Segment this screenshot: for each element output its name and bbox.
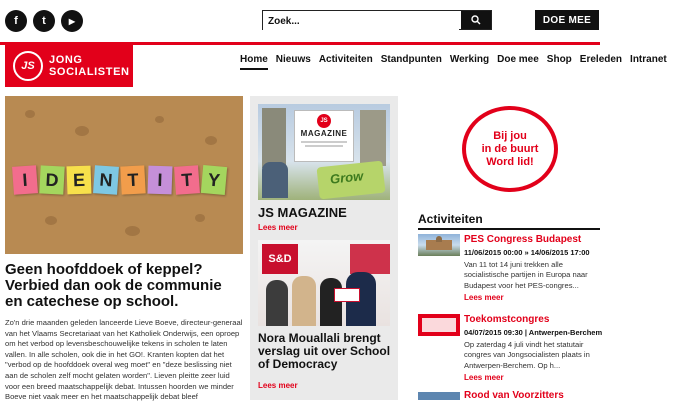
site-logo[interactable] [5, 45, 133, 87]
magazine-read-more-link[interactable]: Lees meer [258, 223, 298, 232]
article2-title[interactable]: Nora Mouallali brengt verslag uit over School of Democracy [258, 331, 391, 371]
grow-sign: Grow [329, 168, 364, 187]
magazine-cover-title: MAGAZINE [300, 129, 348, 138]
activity-title[interactable]: Toekomstcongres [464, 314, 550, 325]
activity-title[interactable]: PES Congress Budapest [464, 234, 582, 245]
activity-thumbnail[interactable] [418, 392, 460, 400]
logo-wordmark: JONG SOCIALISTEN [49, 54, 130, 78]
activity-item [418, 234, 600, 304]
search-icon [471, 15, 481, 25]
search-box [262, 10, 492, 30]
nav-item-ereleden[interactable]: Ereleden [579, 54, 623, 65]
sd-logo: S&D [262, 244, 298, 274]
search-button[interactable] [461, 11, 491, 29]
nav-item-activiteiten[interactable]: Activiteiten [318, 54, 373, 65]
article2-image[interactable] [258, 240, 390, 326]
activity-date: 04/07/2015 09:30 | Antwerpen-Berchem [464, 328, 603, 337]
nav-item-intranet[interactable]: Intranet [630, 54, 667, 65]
join-cta-button[interactable]: Bij jou in de buurt Word lid! [462, 106, 558, 192]
logo-emblem: JS [13, 51, 43, 81]
nav-item-werking[interactable]: Werking [449, 54, 490, 65]
activity-date: 11/06/2015 00:00 » 14/06/2015 17:00 [464, 248, 590, 257]
magazine-badge: JS [317, 114, 331, 128]
facebook-icon[interactable]: f [5, 10, 27, 32]
article2-read-more-link[interactable]: Lees meer [258, 381, 298, 390]
activity-item [418, 314, 603, 384]
activity-thumbnail[interactable] [418, 234, 460, 256]
activities-divider [418, 228, 600, 230]
activity-item [418, 392, 600, 400]
youtube-icon[interactable]: ▶ [61, 10, 83, 32]
activity-read-more-link[interactable]: Lees meer [464, 293, 504, 302]
nav-item-doe-mee[interactable]: Doe mee [497, 54, 539, 65]
main-article-image[interactable] [5, 96, 243, 254]
magazine-image[interactable] [258, 104, 390, 200]
activity-description: Op zaterdag 4 juli vindt het statutair congres van Jongsocialisten plaats in Antwerpen-Berchem. Op h... [464, 340, 590, 370]
nav-item-shop[interactable]: Shop [546, 54, 572, 65]
top-bar [0, 0, 600, 42]
main-nav [240, 54, 675, 70]
main-article-title[interactable]: Geen hoofddoek of keppel? Verbied dan ook de communie en catechese op school. [5, 261, 222, 310]
magazine-title[interactable]: JS MAGAZINE [258, 205, 347, 220]
identity-letters: I D E N T I T Y [13, 166, 229, 194]
activity-thumbnail[interactable] [418, 314, 460, 336]
nav-item-standpunten[interactable]: Standpunten [380, 54, 442, 65]
search-input[interactable] [263, 13, 459, 31]
activity-title[interactable]: Rood van Voorzitters [464, 390, 564, 401]
nav-item-nieuws[interactable]: Nieuws [275, 54, 311, 65]
activity-description: Van 11 tot 14 juni trekken alle socialistische partijen in Europa naar Budapest voor het PES-congres... [464, 260, 588, 290]
doe-mee-button[interactable]: DOE MEE [535, 10, 599, 30]
nav-item-home[interactable]: Home [240, 54, 268, 70]
activity-read-more-link[interactable]: Lees meer [464, 373, 504, 382]
activities-heading: Activiteiten [418, 212, 483, 226]
twitter-icon[interactable]: t [33, 10, 55, 32]
main-article-excerpt: Zo'n drie maanden geleden lanceerde Lieve Boeve, directeur-generaal van het Vlaams Secretariaat van het Katholiek Onderwijs, een oproep om het verbod op levensbeschouwelijke tekens in scholen te laten vallen. In alle scholen, ook die in het GO!. Kranten kopten dat het "verbod op de hoofddoek overal weg moet" en "deze beslissing niet aan de scholen zelf mocht gelaten worden". Lieven pleitte zeer luid voor een breed maatschappelijk debat. Intussen hoorden we minder Boeve niet vaak meer en het maatschappelijk debat bleef [5, 318, 243, 402]
